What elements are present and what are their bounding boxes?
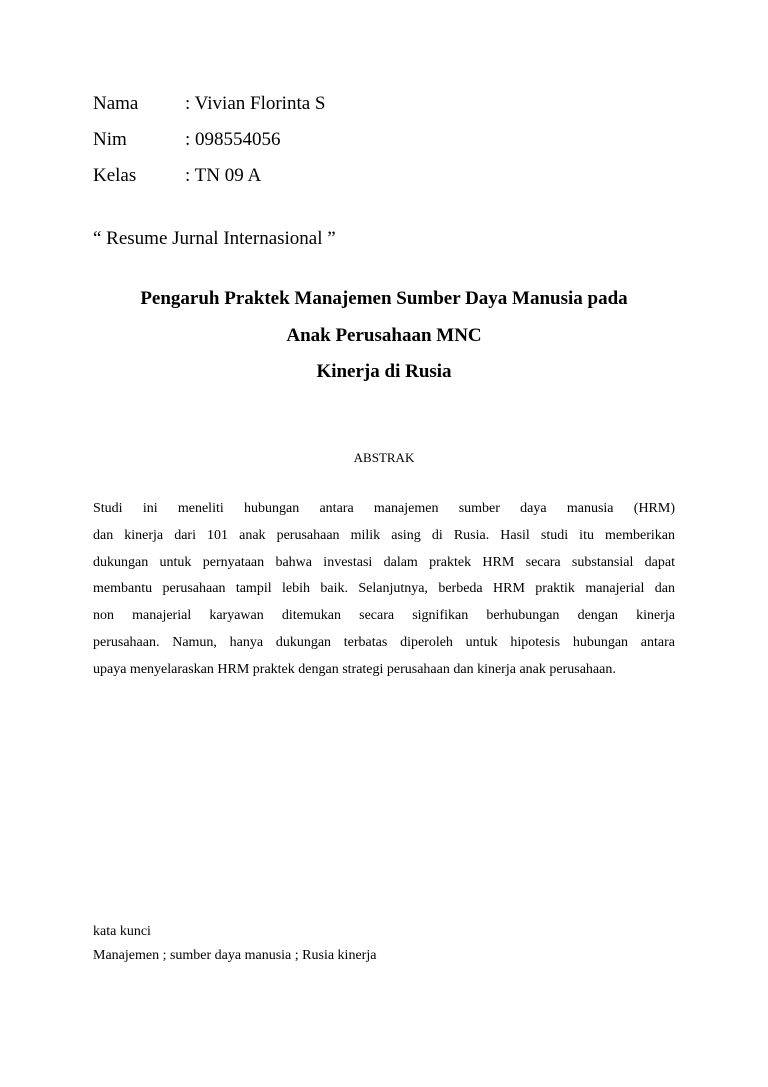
field-value: : Vivian Florinta S (185, 93, 326, 114)
abstract-line: membantu perusahaan tampil lebih baik. Selanjutnya, berbeda HRM praktik manajerial dan (93, 581, 675, 597)
abstract-line: Studi ini meneliti hubungan antara manajemen sumber daya manusia (HRM) (93, 501, 675, 516)
document-subtitle: “ Resume Jurnal Internasional ” (93, 228, 336, 249)
field-label: Nim (93, 129, 127, 150)
abstract-line: dan kinerja dari 101 anak perusahaan milik asing di Rusia. Hasil studi itu memberikan (93, 527, 675, 543)
abstract-line: non manajerial karyawan ditemukan secara signifikan berhubungan dengan kinerja (93, 608, 675, 624)
field-label: Kelas (93, 165, 137, 186)
field-label: Nama (93, 93, 139, 114)
abstract-heading: ABSTRAK (353, 450, 415, 465)
field-value: : 098554056 (185, 129, 281, 150)
keywords-label: kata kunci (93, 924, 151, 939)
field-value: : TN 09 A (185, 165, 262, 186)
abstract-line: dukungan untuk pernyataan bahwa investasi dalam praktek HRM secara substansial dapat (93, 554, 675, 570)
abstract-line: perusahaan. Namun, hanya dukungan terbatas diperoleh untuk hipotesis hubungan antara (93, 635, 675, 650)
title-line: Anak Perusahaan MNC (286, 325, 482, 346)
title-line: Pengaruh Praktek Manajemen Sumber Daya Manusia pada (140, 288, 628, 309)
abstract-line: upaya menyelaraskan HRM praktek dengan strategi perusahaan dan kinerja anak perusahaan. (93, 661, 616, 677)
title-line: Kinerja di Rusia (316, 361, 452, 382)
keywords-value: Manajemen ; sumber daya manusia ; Rusia kinerja (93, 948, 377, 963)
